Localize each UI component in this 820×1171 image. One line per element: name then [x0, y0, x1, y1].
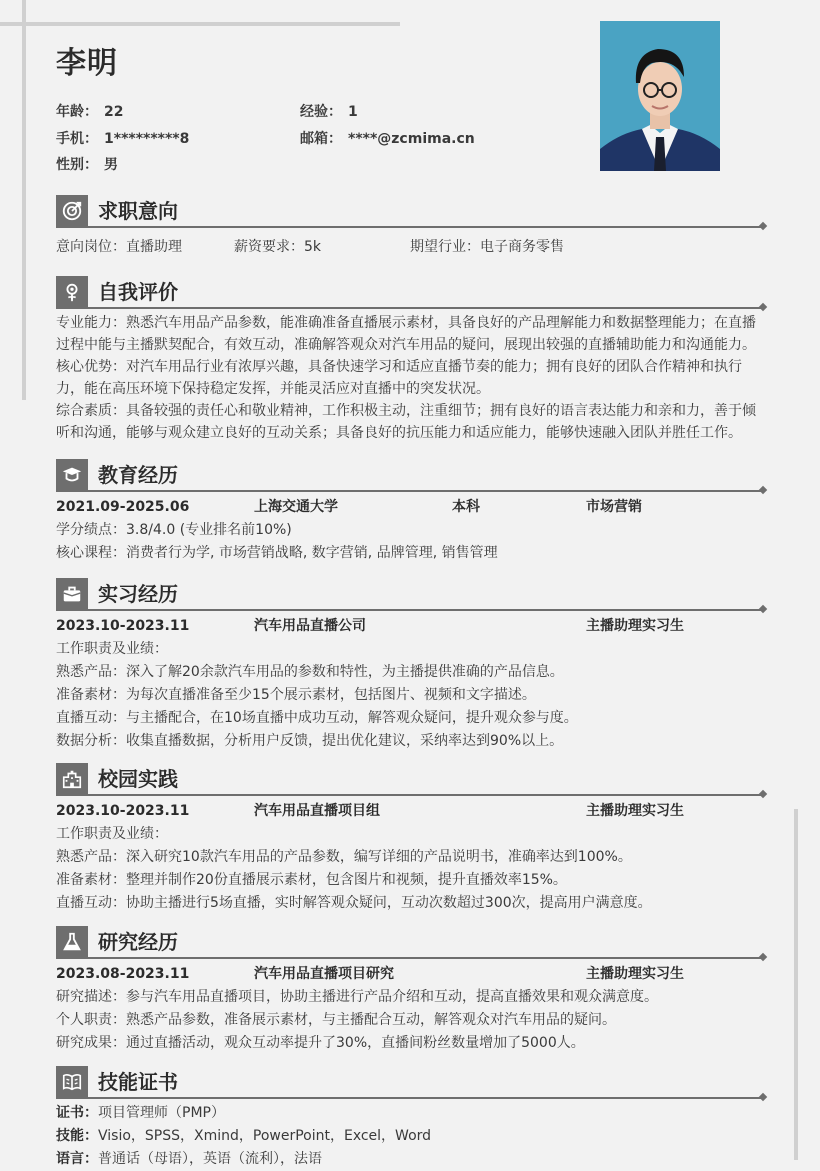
building-icon [56, 763, 88, 795]
major: 市场营销 [586, 499, 642, 515]
section-title: 教育经历 [98, 463, 178, 487]
section-divider [56, 307, 762, 309]
section-divider [56, 490, 762, 492]
profile-photo [600, 21, 720, 171]
salary-requirement: 薪资要求：5k [234, 239, 322, 255]
phone-field [56, 128, 189, 148]
section-header [56, 276, 766, 308]
skills-line [56, 1125, 766, 1148]
section-title: 自我评价 [98, 280, 178, 304]
education-period: 2021.09-2025.06 [56, 499, 190, 515]
section-divider [56, 1097, 762, 1099]
organization-name: 汽车用品直播项目组 [254, 803, 380, 819]
certificate-line [56, 1102, 766, 1125]
campus-period: 2023.10-2023.11 [56, 803, 190, 819]
project-name: 汽车用品直播项目研究 [254, 966, 394, 982]
intended-position: 意向岗位：直播助理 [56, 239, 182, 255]
phone-value: 1*********8 [104, 131, 190, 147]
detail-line: 研究成果：通过直播活动，观众互动率提升了30%，直播间粉丝数量增加了5000人。 [56, 1035, 585, 1051]
evaluation-paragraph: 专业能力：熟悉汽车用品产品参数，能准确准备直播展示素材，具备良好的产品理解能力和数据整理能力；在直播过程中能与主播默契配合，有效互动，准确解答观众对汽车用品的疑问，展现出较强的直播辅助能力和沟通能力。 [56, 315, 756, 353]
section-divider [56, 609, 762, 611]
gender-field [56, 154, 118, 174]
education-entry-header [56, 495, 766, 519]
gpa-line: 学分绩点：3.8/4.0 (专业排名前10%) [56, 522, 292, 538]
job-role: 主播助理实习生 [586, 803, 684, 819]
section-research [56, 926, 766, 1055]
detail-line: 直播互动：与主播配合，在10场直播中成功互动，解答观众疑问，提升观众参与度。 [56, 710, 578, 726]
decorative-top-bar [0, 22, 400, 26]
self-evaluation-text [56, 312, 766, 444]
age-value: 22 [104, 104, 124, 120]
detail-line: 直播互动：协助主播进行5场直播，实时解答观众疑问，互动次数超过300次，提高用户满意度。 [56, 895, 652, 911]
internship-entry-header [56, 614, 766, 638]
section-title: 实习经历 [98, 582, 178, 606]
book-icon [56, 1066, 88, 1098]
section-divider [56, 226, 762, 228]
gender-label: 性别： [56, 157, 98, 173]
expected-industry: 期望行业：电子商务零售 [410, 239, 564, 255]
divider-diamond [759, 790, 767, 798]
section-campus-practice [56, 763, 766, 915]
detail-line: 工作职责及业绩： [56, 826, 168, 842]
experience-value: 1 [348, 104, 358, 120]
section-header [56, 763, 766, 795]
internship-period: 2023.10-2023.11 [56, 618, 190, 634]
flower-icon [56, 276, 88, 308]
graduation-cap-icon [56, 459, 88, 491]
language-label: 语言： [56, 1151, 98, 1167]
divider-diamond [759, 486, 767, 494]
certificate-value: 项目管理师（PMP） [98, 1105, 225, 1121]
section-education [56, 459, 766, 565]
detail-line: 准备素材：整理并制作20份直播展示素材，包含图片和视频，提升直播效率15%。 [56, 872, 567, 888]
section-title: 技能证书 [98, 1070, 178, 1094]
section-divider [56, 957, 762, 959]
detail-line: 准备素材：为每次直播准备至少15个展示素材，包括图片、视频和文字描述。 [56, 687, 536, 703]
detail-line: 数据分析：收集直播数据，分析用户反馈，提出优化建议，采纳率达到90%以上。 [56, 733, 564, 749]
section-header [56, 926, 766, 958]
divider-diamond [759, 222, 767, 230]
candidate-name: 李明 [56, 46, 118, 81]
section-header [56, 459, 766, 491]
divider-diamond [759, 1093, 767, 1101]
target-icon [56, 195, 88, 227]
section-divider [56, 794, 762, 796]
divider-diamond [759, 605, 767, 613]
section-self-evaluation [56, 276, 766, 444]
campus-entry-header [56, 799, 766, 823]
experience-label: 经验： [300, 104, 342, 120]
section-internship [56, 578, 766, 753]
briefcase-icon [56, 578, 88, 610]
decorative-right-bar [794, 809, 798, 1160]
courses-line: 核心课程：消费者行为学, 市场营销战略, 数字营销, 品牌管理, 销售管理 [56, 545, 498, 561]
flask-icon [56, 926, 88, 958]
divider-diamond [759, 953, 767, 961]
company-name: 汽车用品直播公司 [254, 618, 366, 634]
detail-line: 研究描述：参与汽车用品直播项目，协助主播进行产品介绍和互动，提高直播效果和观众满意度。 [56, 989, 658, 1005]
email-value: ****@zcmima.cn [348, 131, 475, 147]
section-header [56, 578, 766, 610]
skills-value: Visio，SPSS，Xmind，PowerPoint，Excel，Word [98, 1128, 432, 1144]
detail-line: 工作职责及业绩： [56, 641, 168, 657]
section-title: 求职意向 [98, 199, 178, 223]
evaluation-paragraph: 核心优势：对汽车用品行业有浓厚兴趣，具备快速学习和适应直播节奏的能力；拥有良好的团队合作精神和执行力，能在高压环境下保持稳定发挥，并能灵活应对直播中的突发状况。 [56, 359, 742, 397]
gender-value: 男 [104, 157, 118, 173]
email-label: 邮箱： [300, 131, 342, 147]
language-value: 普通话（母语），英语（流利），法语 [98, 1151, 322, 1167]
age-field [56, 101, 123, 121]
job-role: 主播助理实习生 [586, 966, 684, 982]
research-period: 2023.08-2023.11 [56, 966, 190, 982]
detail-line: 熟悉产品：深入研究10款汽车用品的产品参数，编写详细的产品说明书，准确率达到100%。 [56, 849, 632, 865]
email-field [300, 128, 475, 148]
age-label: 年龄： [56, 104, 98, 120]
section-skills [56, 1066, 766, 1171]
phone-label: 手机： [56, 131, 98, 147]
evaluation-paragraph: 综合素质：具备较强的责任心和敬业精神，工作积极主动，注重细节；拥有良好的语言表达能力和亲和力，善于倾听和沟通，能够与观众建立良好的互动关系；具备良好的抗压能力和适应能力，能够快速融入团队并胜任工作。 [56, 403, 756, 441]
degree: 本科 [452, 499, 480, 515]
school-name: 上海交通大学 [254, 499, 338, 515]
experience-field [300, 101, 358, 121]
section-job-intention [56, 195, 766, 257]
section-header [56, 1066, 766, 1098]
section-title: 研究经历 [98, 930, 178, 954]
job-role: 主播助理实习生 [586, 618, 684, 634]
detail-line: 熟悉产品：深入了解20余款汽车用品的参数和特性，为主播提供准确的产品信息。 [56, 664, 564, 680]
section-title: 校园实践 [98, 767, 178, 791]
certificate-label: 证书： [56, 1105, 98, 1121]
divider-diamond [759, 303, 767, 311]
detail-line: 个人职责：熟悉产品参数，准备展示素材，与主播配合互动，解答观众对汽车用品的疑问。 [56, 1012, 616, 1028]
section-header [56, 195, 766, 227]
research-entry-header [56, 962, 766, 986]
skills-label: 技能： [56, 1128, 98, 1144]
decorative-left-bar [22, 0, 26, 400]
intention-row [56, 235, 766, 257]
